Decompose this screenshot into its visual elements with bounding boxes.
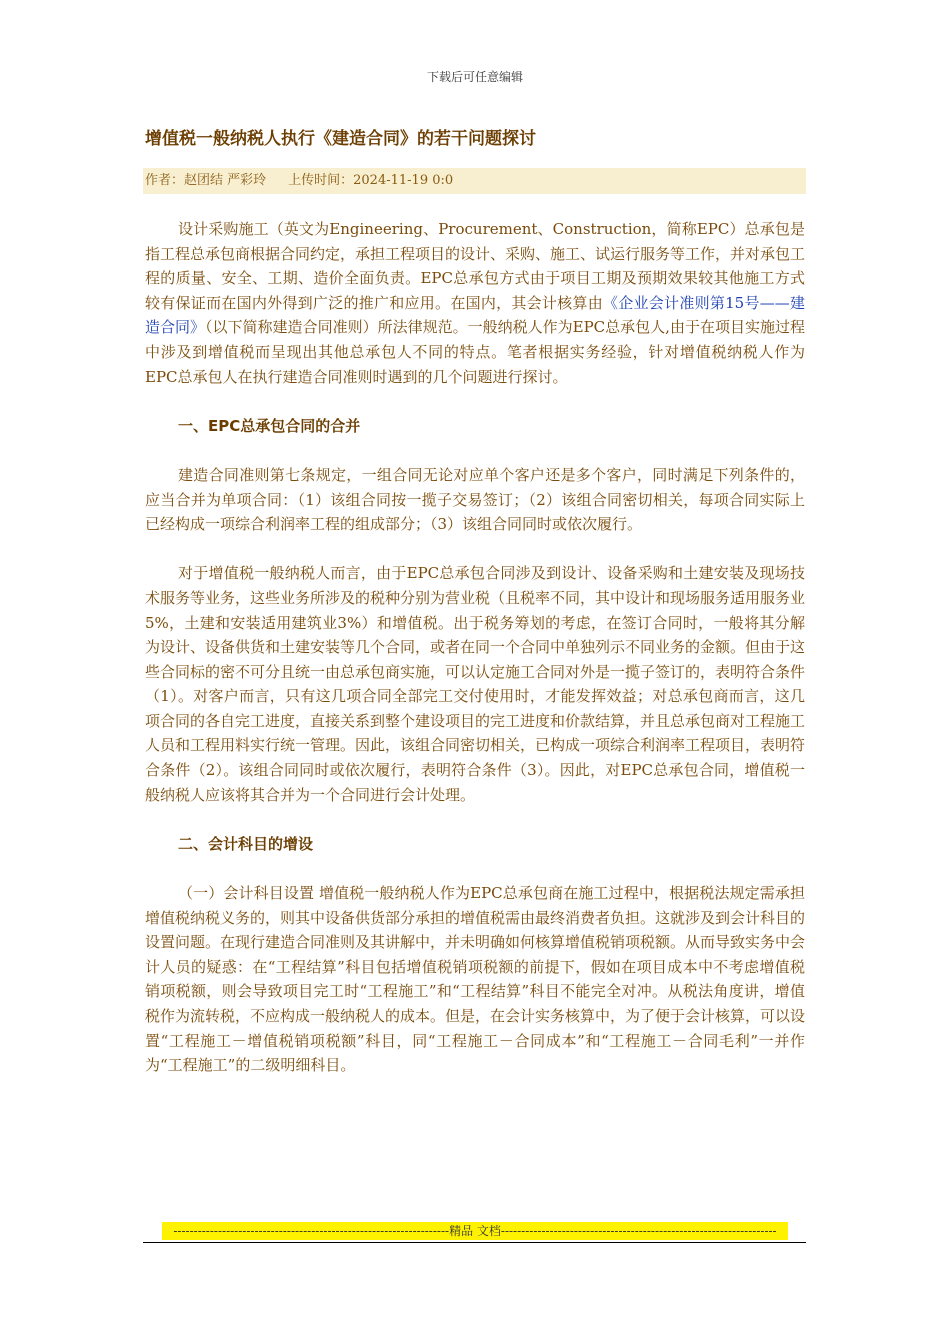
footer-banner: --------------------------------------------------------------------精品 文档-------------------------------------------------------------------- (162, 1222, 788, 1240)
header-note: 下载后可任意编辑 (426, 70, 523, 84)
standard-link[interactable]: 《企业会计准则第15号——建造合同》 (145, 293, 805, 337)
intro-paragraph (145, 217, 805, 389)
author-info: 作者：赵团结 严彩玲 (145, 173, 267, 188)
section1-paragraph1: 建造合同准则第七条规定，一组合同无论对应单个客户还是多个客户，同时满足下列条件的，应当合并为单项合同：（1）该组合同按一揽子交易签订；（2）该组合同密切相关，每项合同实际上已经构成一项综合利润率工程的组成部分；（3）该组合同同时或依次履行。 (145, 465, 805, 534)
footer-divider (143, 1242, 806, 1243)
article-title: 增值税一般纳税人执行《建造合同》的若干问题探讨 (145, 129, 536, 149)
section2-heading: 二、会计科目的增设 (178, 834, 314, 853)
article-meta-bar (143, 168, 806, 194)
section2-paragraph1: （一）会计科目设置 增值税一般纳税人作为EPC总承包商在施工过程中，根据税法规定需承担增值税纳税义务的，则其中设备供货部分承担的增值税需由最终消费者负担。这就涉及到会计科目的设置问题。在现行建造合同准则及其讲解中，并未明确如何核算增值税销项税额。从而导致实务中会计人员的疑惑：在“工程结算”科目包括增值税销项税额的前提下，假如在项目成本中不考虑增值税销项税额，则会导致项目完工时“工程施工”和“工程结算”科目不能完全对冲。从税法角度讲，增值税作为流转税，不应构成一般纳税人的成本。但是，在会计实务核算中，为了便于会计核算，可以设置“工程施工－增值税销项税额”科目，同“工程施工－合同成本”和“工程施工－合同毛利”一并作为“工程施工”的二级明细科目。 (145, 884, 806, 1075)
section1-paragraph2: 对于增值税一般纳税人而言，由于EPC总承包合同涉及到设计、设备采购和土建安装及现场技术服务等业务，这些业务所涉及的税种分别为营业税（且税率不同，其中设计和现场服务适用服务业5%，土建和安装适用建筑业3%）和增值税。出于税务筹划的考虑，在签订合同时，一般将其分解为设计、设备供货和土建安装等几个合同，或者在同一个合同中单独列示不同业务的金额。但由于这些合同标的密不可分且统一由总承包商实施，可以认定施工合同对外是一揽子签订的，表明符合条件（1）。对客户而言，只有这几项合同全部完工交付使用时，才能发挥效益；对总承包商而言，这几项合同的各自完工进度，直接关系到整个建设项目的完工进度和价款结算，并且总承包商对工程施工人员和工程用料实行统一管理。因此，该组合同密切相关，已构成一项综合利润率工程项目，表明符合条件（2）。该组合同同时或依次履行，表明符合条件（3）。因此，对EPC总承包合同，增值税一般纳税人应该将其合并为一个合同进行会计处理。 (145, 564, 806, 804)
article-body (145, 217, 805, 1102)
upload-time: 上传时间：2024-11-19 0:0 (288, 173, 454, 188)
section1-heading: 一、EPC总承包合同的合并 (178, 416, 361, 435)
intro-text-end: （以下简称建造合同准则）所法律规范。一般纳税人作为EPC总承包人,由于在项目实施过程中涉及到增值税而呈现出其他总承包人不同的特点。笔者根据实务经验，针对增值税纳税人作为EPC总承包人在执行建造合同准则时遇到的几个问题进行探讨。 (145, 318, 805, 386)
intro-text-start: 设计采购施工（英文为Engineering、Procurement、Construction，简称EPC）总承包是指工程总承包商根据合同约定，承担工程项目的设计、采购、施工、试运行服务等工作，并对承包工程的质量、安全、工期、造价全面负责。EPC总承包方式由于项目工期及预期效果较其他施工方式较有保证而在国内外得到广泛的推广和应用。在国内，其会计核算由 (145, 220, 806, 312)
